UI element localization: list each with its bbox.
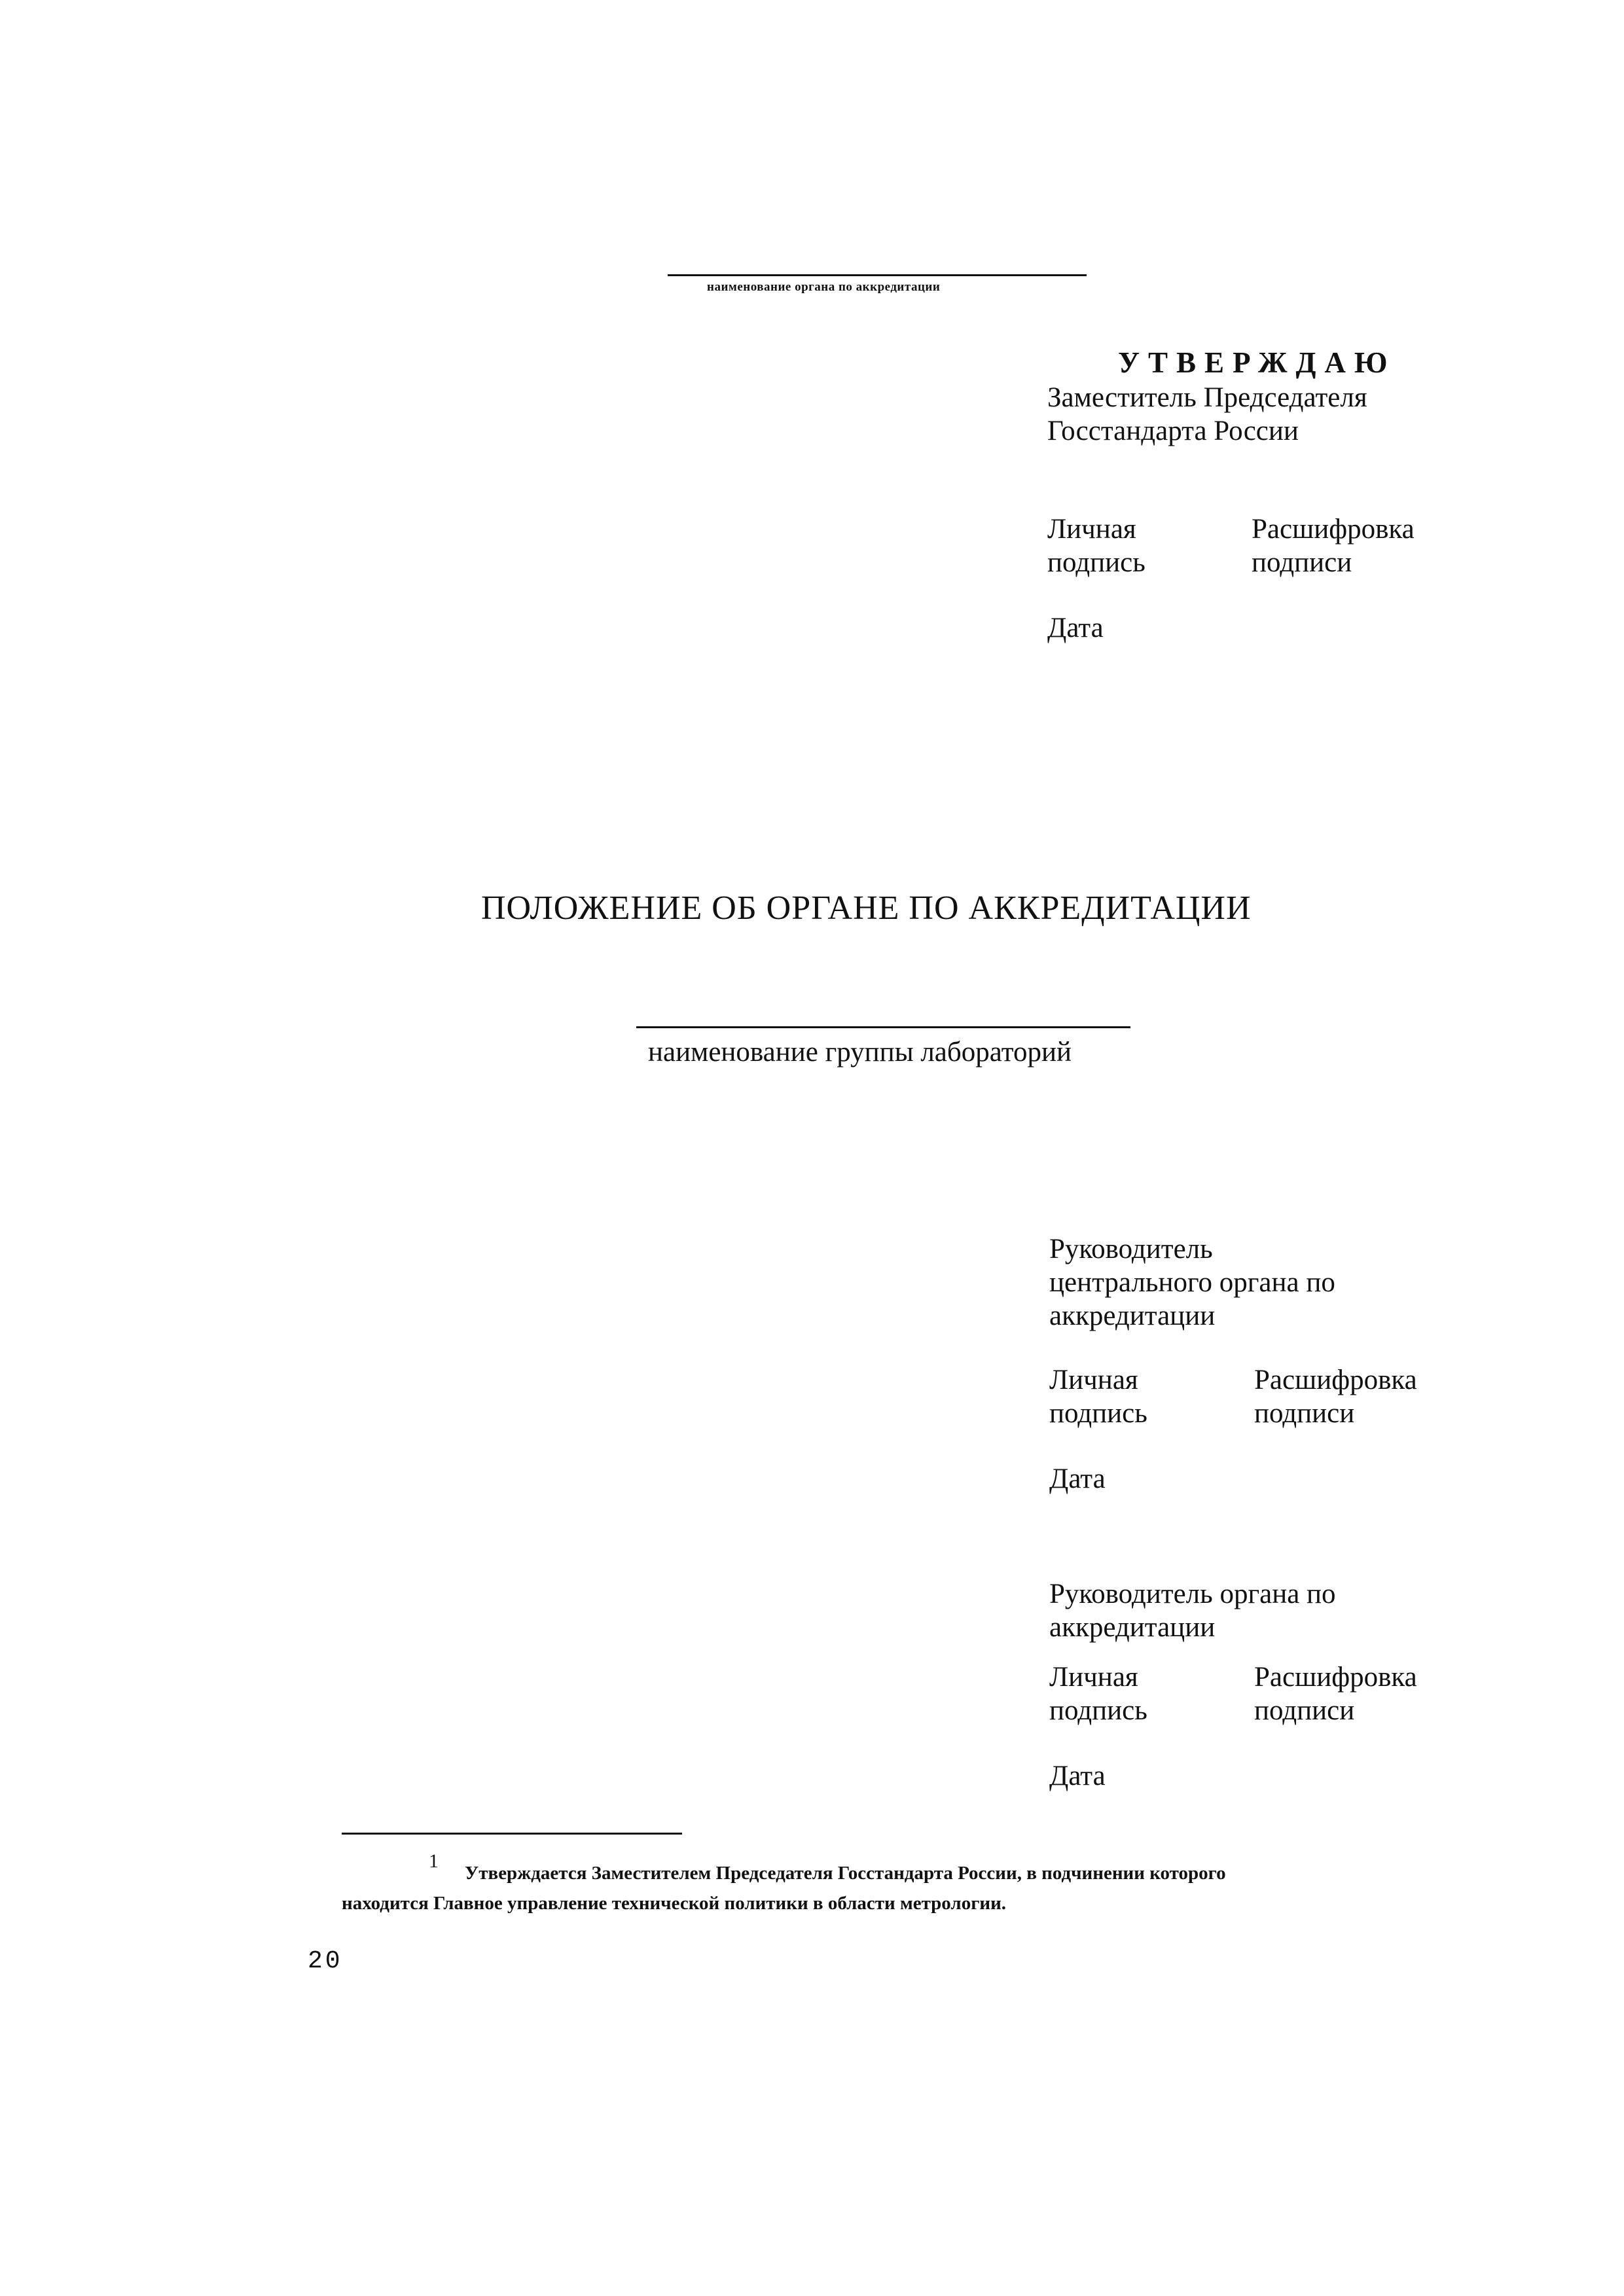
footnote-line2: находится Главное управление технической политики в области метрологии. bbox=[342, 1893, 1007, 1914]
approval-position-line2: Госстандарта России bbox=[1047, 416, 1299, 446]
group-name-line bbox=[636, 1026, 1130, 1028]
approval-heading: УТВЕРЖДАЮ bbox=[1118, 346, 1396, 379]
group-name-caption: наименование группы лабораторий bbox=[648, 1037, 1072, 1067]
document-title: ПОЛОЖЕНИЕ ОБ ОРГАНЕ ПО АККРЕДИТАЦИИ bbox=[481, 889, 1252, 927]
page-number: 20 bbox=[308, 1947, 343, 1975]
approval-position-line1: Заместитель Председателя bbox=[1047, 382, 1367, 413]
org-name-line bbox=[668, 274, 1087, 276]
approval-signature-label: Личная подпись bbox=[1047, 514, 1146, 578]
footnote-separator bbox=[342, 1833, 682, 1835]
signer-organ-decoding-label: Расшифровка подписи bbox=[1254, 1662, 1417, 1726]
footnote-line1: Утверждается Заместителем Председателя Госстандарта России, в подчинении которого bbox=[465, 1863, 1226, 1884]
signer-central-role: Руководитель центрального органа по аккредитации bbox=[1049, 1234, 1335, 1331]
signer-organ-role: Руководитель органа по аккредитации bbox=[1049, 1579, 1336, 1643]
signer-organ-signature-label: Личная подпись bbox=[1049, 1662, 1147, 1726]
footnote-marker: 1 bbox=[429, 1850, 439, 1872]
org-name-caption: наименование органа по аккредитации bbox=[707, 280, 941, 294]
signer-organ-date-label: Дата bbox=[1049, 1761, 1106, 1791]
signer-central-date-label: Дата bbox=[1049, 1463, 1106, 1494]
approval-signature-decoding-label: Расшифровка подписи bbox=[1252, 514, 1415, 578]
approval-date-label: Дата bbox=[1047, 613, 1104, 643]
signer-central-signature-label: Личная подпись bbox=[1049, 1365, 1147, 1429]
signer-central-decoding-label: Расшифровка подписи bbox=[1254, 1365, 1417, 1429]
